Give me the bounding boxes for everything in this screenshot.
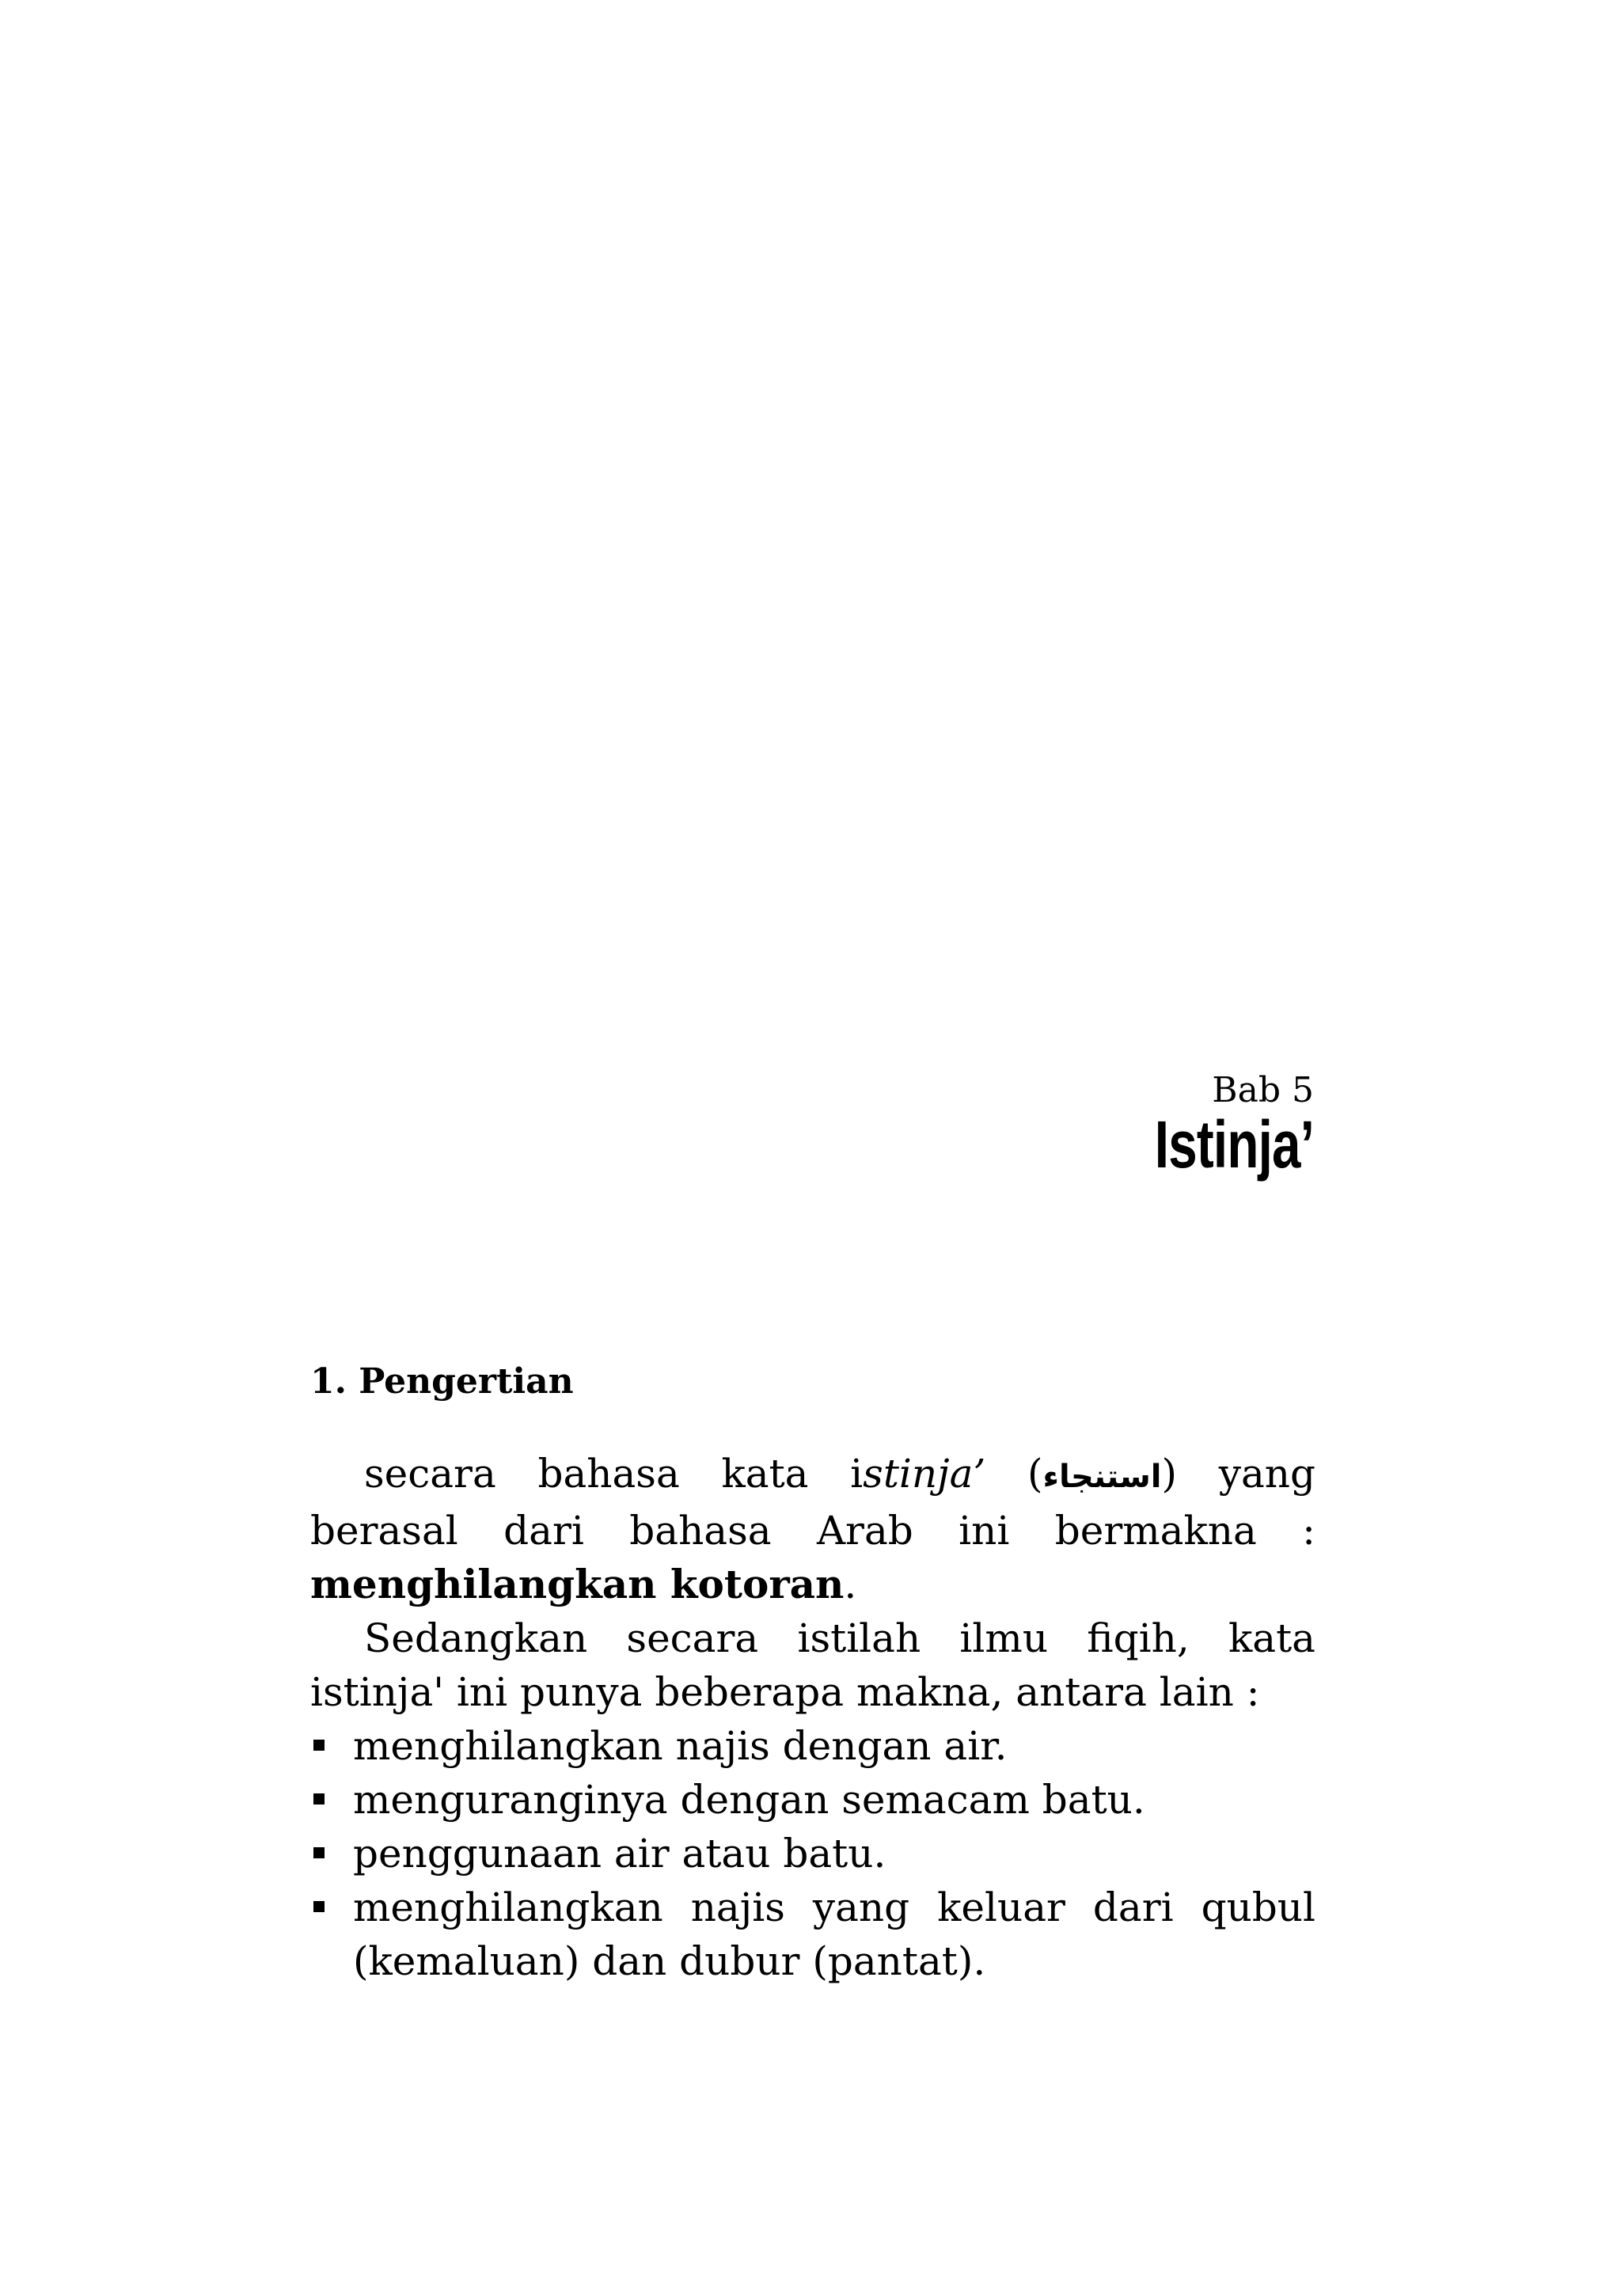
chapter-title: Istinja’ — [1154, 1107, 1314, 1182]
section-heading: 1. Pengertian — [310, 1361, 574, 1402]
italic-term: stinja’ — [863, 1451, 986, 1497]
page-content — [310, 1355, 1315, 1988]
text-segment: . — [844, 1562, 857, 1607]
definition-paragraph — [310, 1447, 1315, 1611]
square-bullet-icon — [313, 1901, 325, 1912]
chapter-label: Bab 5 — [1212, 1070, 1314, 1110]
arabic-term: استنجاء — [1042, 1459, 1162, 1495]
square-bullet-icon — [313, 1740, 325, 1751]
istilah-paragraph: Sedangkan secara istilah ilmu fiqih, kata istinja' ini punya beberapa makna, antara lain : — [310, 1615, 1315, 1715]
meaning-list — [310, 1719, 1315, 1988]
list-item — [310, 1827, 1315, 1880]
list-item-text: menghilangkan najis dengan air. — [353, 1723, 1008, 1769]
square-bullet-icon — [313, 1847, 325, 1858]
list-item — [310, 1880, 1315, 1988]
text-segment: secara bahasa kata i — [364, 1451, 864, 1497]
list-item — [310, 1773, 1315, 1827]
list-item-text: penggunaan air atau batu. — [353, 1831, 886, 1877]
list-item — [310, 1719, 1315, 1773]
text-segment: ( — [985, 1451, 1043, 1497]
bold-meaning: menghilangkan kotoran — [310, 1561, 845, 1607]
text-segment: ) yang berasal dari bahasa Arab ini bermakna : — [310, 1451, 1315, 1554]
square-bullet-icon — [313, 1793, 325, 1805]
list-item-text: menghilangkan najis yang keluar dari qubul (kemaluan) dan dubur (pantat). — [353, 1884, 1315, 1984]
list-item-text: menguranginya dengan semacam batu. — [353, 1777, 1145, 1823]
